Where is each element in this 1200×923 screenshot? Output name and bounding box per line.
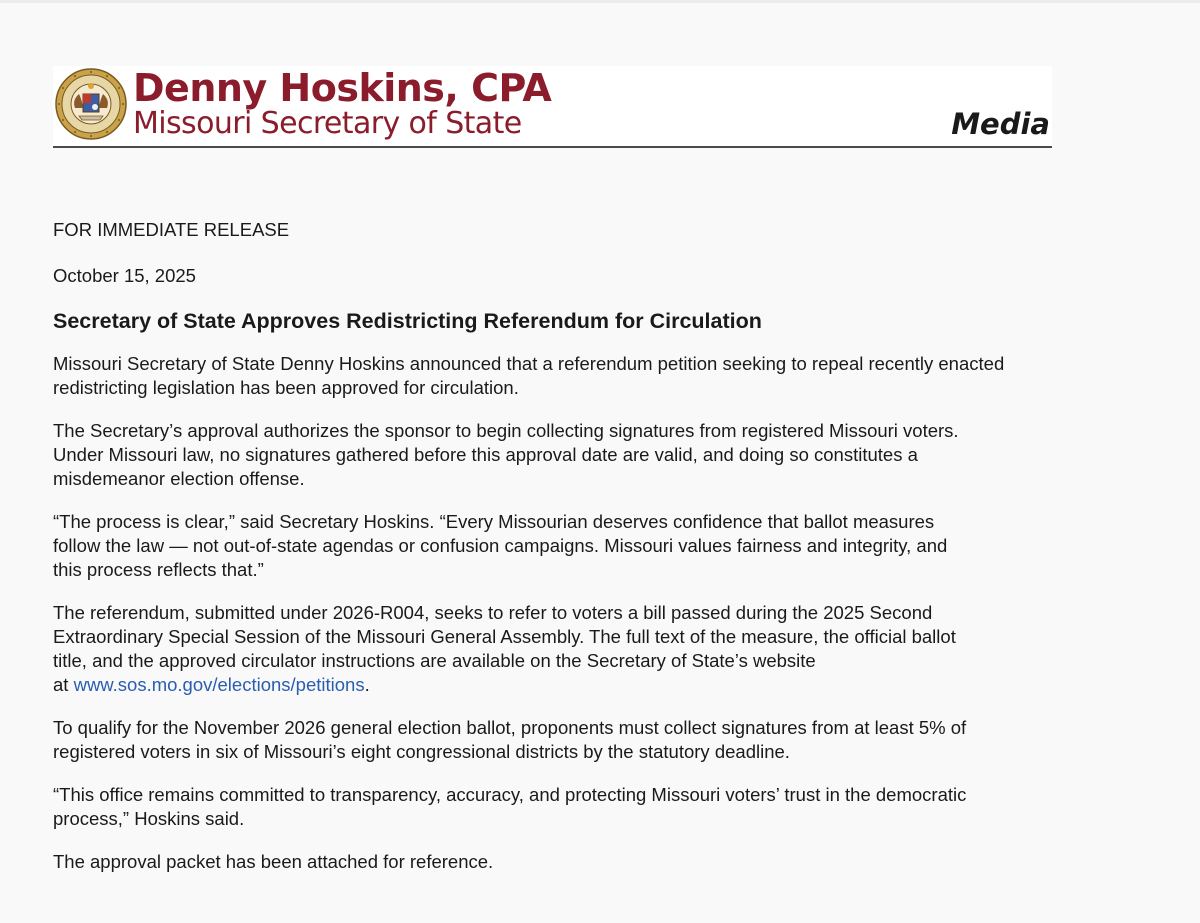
paragraph-2-line-1: The Secretary’s approval authorizes the sponsor to begin collecting signatures from registered Missouri voters. <box>53 420 959 441</box>
top-divider <box>0 0 1200 3</box>
paragraph-2 <box>53 419 1053 491</box>
letterhead-office: Missouri Secretary of State <box>133 106 522 141</box>
paragraph-3-line-3: this process reflects that.” <box>53 559 264 580</box>
paragraph-3-quote <box>53 510 1053 582</box>
paragraph-5-line-2: registered voters in six of Missouri’s eight congressional districts by the statutory deadline. <box>53 741 790 762</box>
paragraph-5 <box>53 716 1053 764</box>
paragraph-4-line-3: title, and the approved circulator instructions are available on the Secretary of State’s website <box>53 650 816 671</box>
paragraph-6-line-1: “This office remains committed to transparency, accuracy, and protecting Missouri voters’ trust in the democratic <box>53 784 967 805</box>
release-label: FOR IMMEDIATE RELEASE <box>53 219 290 240</box>
letterhead-name: Denny Hoskins, CPA <box>133 66 552 110</box>
paragraph-2-line-2: Under Missouri law, no signatures gathered before this approval date are valid, and doing so constitutes a <box>53 444 918 465</box>
paragraph-6-line-2: process,” Hoskins said. <box>53 808 245 829</box>
petitions-website-link[interactable]: www.sos.mo.gov/elections/petitions <box>73 674 365 695</box>
paragraph-2-line-3: misdemeanor election offense. <box>53 468 305 489</box>
letterhead <box>53 66 1052 148</box>
paragraph-4-line-2: Extraordinary Special Session of the Missouri General Assembly. The full text of the measure, the official ballot <box>53 626 956 647</box>
paragraph-4 <box>53 601 1053 697</box>
release-headline: Secretary of State Approves Redistricting Referendum for Circulation <box>53 309 762 333</box>
paragraph-6-quote <box>53 783 1053 831</box>
letterhead-section-label: Media <box>951 107 1050 141</box>
paragraph-4-line-1: The referendum, submitted under 2026-R004, seeks to refer to voters a bill passed during the 2025 Second <box>53 602 933 623</box>
paragraph-5-line-1: To qualify for the November 2026 general election ballot, proponents must collect signatures from at least 5% of <box>53 717 967 738</box>
missouri-state-seal-icon <box>55 68 127 140</box>
paragraph-3-line-1: “The process is clear,” said Secretary Hoskins. “Every Missourian deserves confidence that ballot measures <box>53 511 935 532</box>
paragraph-1: Missouri Secretary of State Denny Hoskins announced that a referendum petition seeking to repeal recently enacted redistricting legislation has been approved for circulation. <box>53 353 1005 398</box>
paragraph-4-line-4-prefix: at <box>53 674 74 695</box>
paragraph-3-line-2: follow the law — not out-of-state agendas or confusion campaigns. Missouri values fairness and integrity, and <box>53 535 948 556</box>
paragraph-7: The approval packet has been attached for reference. <box>53 851 494 872</box>
release-date: October 15, 2025 <box>53 265 196 286</box>
press-release-body <box>53 218 1053 893</box>
paragraph-4-line-4-suffix: . <box>364 674 370 695</box>
